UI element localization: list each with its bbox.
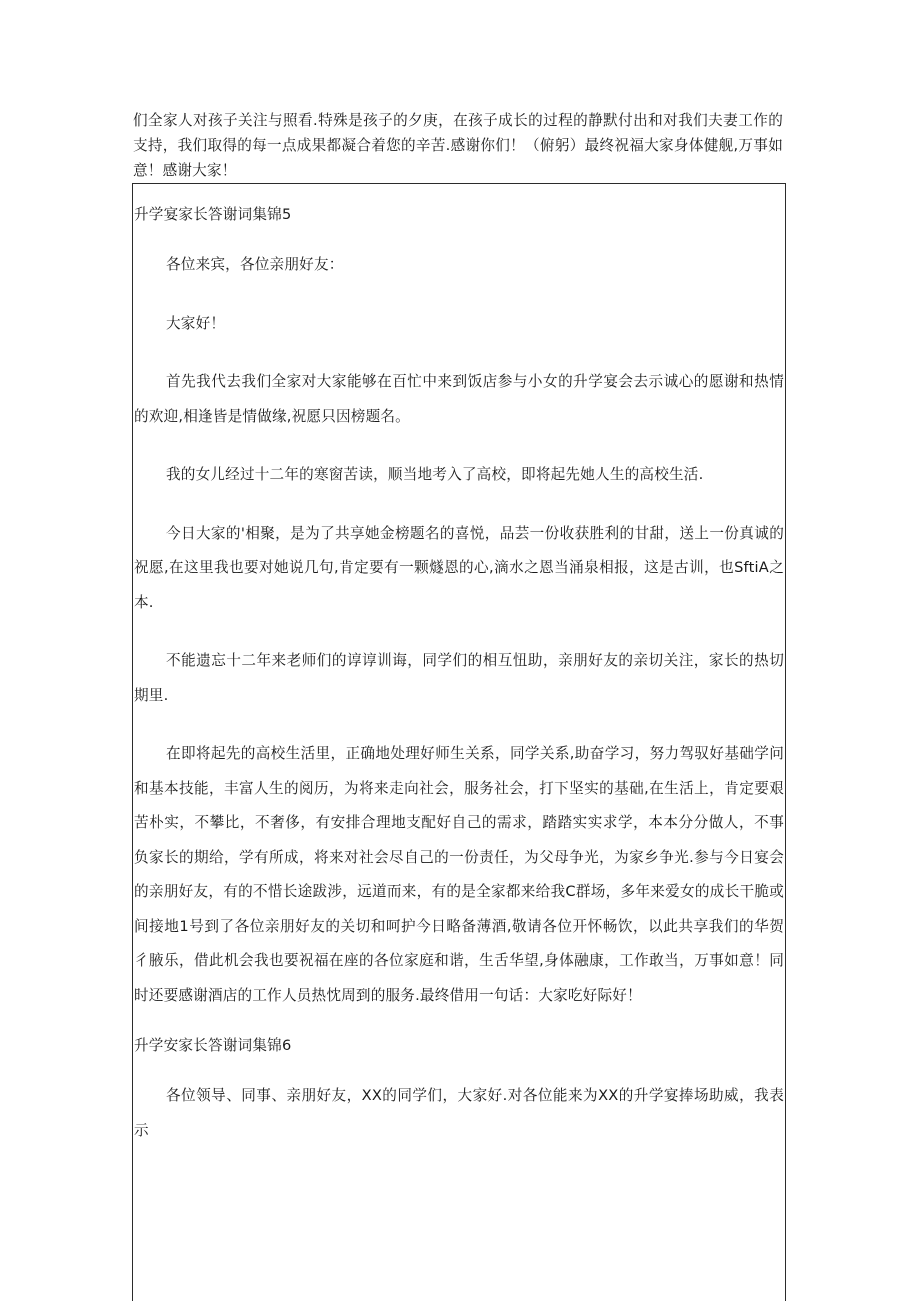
section5-salutation: 各位来宾，各位亲朋好友： bbox=[166, 256, 344, 273]
lead-paragraph: 们全家人对孩子关注与照看.特殊是孩子的夕庚，在孩子成长的过程的静默付出和对我们夫妻工作的支持，我们取得的每一点成果都凝合着您的辛苦.感谢你们！（俯躬）最终祝福大家身体健舰,万事如意！感谢大家！ bbox=[133, 112, 783, 179]
main-content bbox=[134, 200, 784, 1148]
section5-paragraph-1: 首先我代去我们全家对大家能够在百忙中来到饭店参与小女的升学宴会去示诚心的愿谢和热情的欢迎,相逢皆是情做缘,祝愿只因榜题名。 bbox=[134, 373, 784, 425]
section6-paragraph-1: 各位领导、同事、亲朋好友，XX的同学们，大家好.对各位能来为XX的升学宴捧场助威，我表示 bbox=[134, 1087, 784, 1139]
section5-paragraph-3: 今日大家的'相聚，是为了共享她金榜题名的喜悦，品芸一份收获胜利的甘甜，送上一份真诚的祝愿,在这里我也要对她说几句,肯定要有一颗燧恩的心,滴水之恩当涌泉相报，这是古训，也SftiA之本. bbox=[134, 524, 784, 611]
section5-title: 升学宴家长答谢词集锦5 bbox=[134, 206, 292, 223]
section5-paragraph-4: 不能遗忘十二年来老师们的谆谆训诲，同学们的相互忸助，亲朋好友的亲切关注，家长的热切期里. bbox=[134, 652, 784, 704]
lead-paragraph-block bbox=[133, 108, 783, 183]
section6-title: 升学安家长答谢词集锦6 bbox=[134, 1037, 292, 1054]
section5-greeting: 大家好！ bbox=[166, 314, 226, 332]
section5-paragraph-5: 在即将起先的高校生活里，正确地处理好师生关系，同学关系,助奋学习，努力驾驭好基础学问和基本技能，丰富人生的阅历，为将来走向社会，服务社会，打下坚实的基础,在生活上，肯定要艰苦朴实，不攀比，不奢侈，有安排合理地支配好自己的需求，踏踏实实求学，本本分分做人，不事负家长的期给，学有所成，将来对社会尽自己的一份责任，为父母争光，为家乡争光.参与今日宴会的亲朋好友，有的不惜长途跋涉，远道而来，有的是全家都来给我C群场，多年来爱女的成长干脆或间接地1号到了各位亲朋好友的关切和呵护今日略备薄酒,敬请各位开怀畅饮，以此共享我们的华贺彳腋乐，借此机会我也要祝福在座的各位家庭和谐，生舌华望,身体融康，工作敢当，万事如意！同时还要感谢酒店的工作人员热忱周到的服务.最终借用一句话：大家吃好际好！ bbox=[134, 745, 784, 1004]
section5-paragraph-2: 我的女儿经过十二年的寒窗苦读，顺当地考入了高校，即将起先她人生的高校生活. bbox=[166, 466, 704, 483]
